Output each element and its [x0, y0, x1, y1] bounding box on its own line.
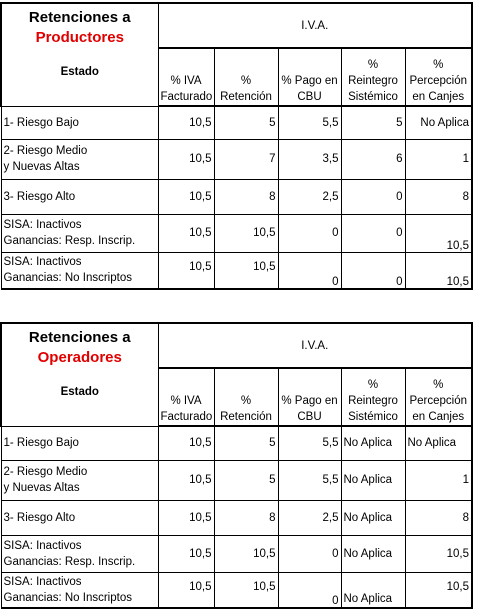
row-label	[1, 106, 158, 139]
row-label-line: 2- Riesgo Medio	[3, 145, 88, 157]
table-row	[1, 139, 472, 179]
header-line: en Canjes	[412, 91, 465, 103]
retenciones-productores-table	[0, 2, 473, 290]
row-label	[1, 572, 158, 608]
cell-value: 10,5	[158, 214, 214, 252]
header-pago-cbu	[278, 368, 341, 426]
title-line-2: Productores	[35, 29, 124, 46]
row-label-line: SISA: Inactivos	[3, 256, 82, 269]
cell-value: 10,5	[158, 139, 214, 179]
cell-value: 5,5	[278, 106, 341, 139]
cell-value: 0	[341, 214, 405, 252]
cell-value: 5	[341, 106, 405, 139]
header-line: %	[367, 59, 379, 71]
row-label-line: 1- Riesgo Bajo	[3, 437, 79, 449]
retenciones-operadores-table	[0, 322, 473, 609]
header-line: CBU	[297, 91, 322, 103]
cell-value: 5	[214, 460, 278, 500]
row-label-line: y Nuevas Altas	[3, 482, 80, 494]
header-reintegro	[341, 368, 405, 426]
cell-value: No Aplica	[341, 426, 405, 460]
header-line: Reintegro	[348, 75, 398, 87]
cell-value: 10,5	[405, 214, 472, 252]
header-line: Facturado	[160, 91, 213, 103]
cell-value: No Aplica	[341, 535, 405, 572]
row-label	[1, 500, 158, 535]
table-row	[1, 460, 472, 500]
cell-value: 10,5	[405, 252, 472, 289]
header-line: en Canjes	[412, 411, 465, 423]
header-line: Reintegro	[348, 395, 398, 407]
header-line: Sistémico	[348, 411, 398, 423]
row-label-line: Ganancias: No Inscriptos	[3, 272, 132, 285]
row-label	[1, 460, 158, 500]
cell-value: 5	[214, 426, 278, 460]
cell-value: 10,5	[158, 426, 214, 460]
table-title	[1, 323, 158, 426]
header-percepcion	[405, 368, 472, 426]
row-label-line: Ganancias: Resp. Inscrip.	[3, 555, 136, 568]
cell-value: 10,5	[158, 572, 214, 608]
cell-value: 10,5	[214, 252, 278, 289]
header-line: %	[367, 379, 379, 391]
cell-value: 8	[214, 179, 278, 214]
table-title	[1, 3, 158, 106]
cell-value: No Aplica	[341, 500, 405, 535]
title-line-1: Retenciones a	[28, 329, 131, 346]
title-line-1: Retenciones a	[28, 9, 131, 26]
cell-value: 0	[278, 252, 341, 289]
row-label-line: SISA: Inactivos	[3, 219, 82, 231]
table-row	[1, 252, 472, 289]
row-label	[1, 139, 158, 179]
cell-value: 10,5	[158, 535, 214, 572]
row-label-line: 1- Riesgo Bajo	[3, 116, 79, 129]
cell-value: 10,5	[405, 535, 472, 572]
header-iva-facturado	[158, 48, 214, 106]
header-line: Percepción	[409, 395, 468, 407]
cell-value: 10,5	[158, 179, 214, 214]
table-row	[1, 572, 472, 608]
row-label-line: y Nuevas Altas	[3, 161, 80, 173]
cell-value: 10,5	[158, 252, 214, 289]
estado-header: Estado	[60, 386, 99, 398]
header-reintegro	[341, 48, 405, 106]
table-row	[1, 214, 472, 252]
header-line: Facturado	[160, 411, 213, 423]
row-label	[1, 535, 158, 572]
cell-value: 10,5	[214, 214, 278, 252]
cell-value: 2,5	[278, 500, 341, 535]
header-line: Sistémico	[348, 91, 398, 103]
iva-group-header: I.V.A.	[158, 323, 472, 368]
row-label-line: SISA: Inactivos	[3, 575, 82, 588]
cell-value: No Aplica	[405, 426, 472, 460]
cell-value: No Aplica	[405, 106, 472, 139]
cell-value: 8	[405, 179, 472, 214]
cell-value: 0	[341, 252, 405, 289]
cell-value: 1	[405, 460, 472, 500]
estado-header: Estado	[60, 66, 99, 78]
header-line: % IVA	[170, 75, 202, 87]
table-row	[1, 106, 472, 139]
header-line: % Pago en	[281, 395, 338, 407]
cell-value: 0	[341, 179, 405, 214]
cell-value: No Aplica	[341, 572, 405, 608]
row-label-line: SISA: Inactivos	[3, 539, 82, 552]
cell-value: 7	[214, 139, 278, 179]
cell-value: 10,5	[214, 572, 278, 608]
row-label-line: 3- Riesgo Alto	[3, 511, 76, 524]
cell-value: 8	[214, 500, 278, 535]
cell-value: 0	[278, 572, 341, 608]
cell-value: 0	[278, 214, 341, 252]
header-line: Retención	[220, 411, 272, 423]
row-label	[1, 214, 158, 252]
header-pago-cbu	[278, 48, 341, 106]
header-line: Retención	[220, 91, 272, 103]
cell-value: 5	[214, 106, 278, 139]
header-line: % IVA	[170, 395, 202, 407]
cell-value: 0	[278, 535, 341, 572]
header-line: %	[433, 59, 444, 71]
header-retencion	[214, 48, 278, 106]
table-row	[1, 535, 472, 572]
header-percepcion	[405, 48, 472, 106]
header-line: % Pago en	[281, 75, 338, 87]
cell-value: 8	[405, 500, 472, 535]
table-row	[1, 500, 472, 535]
cell-value: 5,5	[278, 460, 341, 500]
table-row	[1, 179, 472, 214]
cell-value: 10,5	[405, 572, 472, 608]
header-line: %	[240, 395, 252, 407]
cell-value: 3,5	[278, 139, 341, 179]
row-label	[1, 252, 158, 289]
cell-value: 10,5	[158, 460, 214, 500]
row-label-line: Ganancias: Resp. Inscrip.	[3, 235, 136, 247]
row-label	[1, 179, 158, 214]
header-line: %	[433, 379, 444, 391]
row-label-line: Ganancias: No Inscriptos	[3, 591, 132, 604]
row-label-line: 3- Riesgo Alto	[3, 190, 76, 203]
header-retencion	[214, 368, 278, 426]
header-line: CBU	[297, 411, 322, 423]
cell-value: No Aplica	[341, 460, 405, 500]
cell-value: 2,5	[278, 179, 341, 214]
cell-value: 10,5	[158, 500, 214, 535]
cell-value: 5,5	[278, 426, 341, 460]
table-row	[1, 426, 472, 460]
cell-value: 10,5	[214, 535, 278, 572]
row-label	[1, 426, 158, 460]
row-label-line: 2- Riesgo Medio	[3, 466, 88, 478]
cell-value: 10,5	[158, 106, 214, 139]
title-line-2: Operadores	[37, 349, 122, 366]
cell-value: 1	[405, 139, 472, 179]
header-iva-facturado	[158, 368, 214, 426]
iva-group-header: I.V.A.	[158, 3, 472, 48]
header-line: Percepción	[409, 75, 468, 87]
cell-value: 6	[341, 139, 405, 179]
header-line: %	[240, 75, 252, 87]
